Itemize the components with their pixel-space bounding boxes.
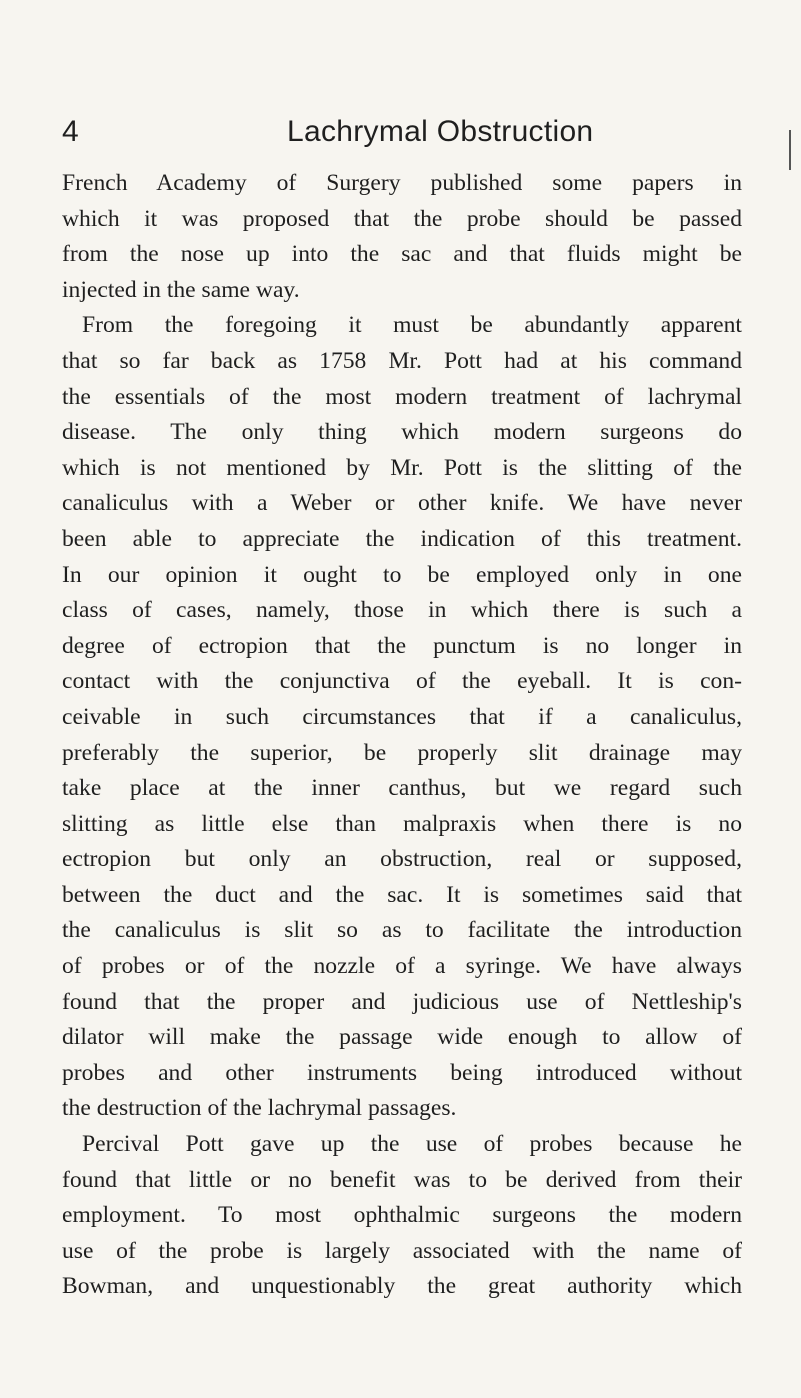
text-line: employment. To most ophthalmic surgeons the modern bbox=[62, 1202, 742, 1229]
page-number: 4 bbox=[62, 115, 79, 148]
text-line: found that little or no benefit was to be derived from their bbox=[62, 1166, 742, 1193]
text-line: between the duct and the sac. It is sometimes said that bbox=[62, 881, 742, 908]
body-text bbox=[62, 166, 742, 1305]
text-line: disease. The only thing which modern surgeons do bbox=[62, 419, 742, 446]
text-line: dilator will make the passage wide enough to allow of bbox=[62, 1024, 742, 1051]
text-line: Bowman, and unquestionably the great authority which bbox=[62, 1273, 742, 1300]
text-line: degree of ectropion that the punctum is no longer in bbox=[62, 632, 742, 659]
text-line: class of cases, namely, those in which there is such a bbox=[62, 597, 742, 624]
text-line: of probes or of the nozzle of a syringe. We have always bbox=[62, 953, 742, 980]
text-line: take place at the inner canthus, but we regard such bbox=[62, 775, 742, 802]
text-line: use of the probe is largely associated with the name of bbox=[62, 1237, 742, 1264]
text-line: Percival Pott gave up the use of probes because he bbox=[82, 1131, 742, 1158]
text-line: ectropion but only an obstruction, real or supposed, bbox=[62, 846, 742, 873]
text-line: probes and other instruments being introduced without bbox=[62, 1059, 742, 1086]
text-line: slitting as little else than malpraxis when there is no bbox=[62, 810, 742, 837]
text-line: been able to appreciate the indication of this treatment. bbox=[62, 525, 742, 552]
text-line: found that the proper and judicious use of Nettleship's bbox=[62, 988, 742, 1015]
text-line: which it was proposed that the probe should be passed bbox=[62, 205, 742, 232]
text-line: the destruction of the lachrymal passages. bbox=[62, 1095, 457, 1122]
text-line: contact with the conjunctiva of the eyeball. It is con- bbox=[62, 668, 742, 695]
text-line: the essentials of the most modern treatment of lachrymal bbox=[62, 383, 742, 410]
text-line: In our opinion it ought to be employed only in one bbox=[62, 561, 742, 588]
text-line: from the nose up into the sac and that fluids might be bbox=[62, 241, 742, 268]
text-line: French Academy of Surgery published some papers in bbox=[62, 170, 742, 196]
text-line: that so far back as 1758 Mr. Pott had at his command bbox=[62, 347, 742, 374]
text-line: preferably the superior, be properly slit drainage may bbox=[62, 739, 742, 766]
text-line: From the foregoing it must be abundantly apparent bbox=[82, 312, 742, 339]
text-line: canaliculus with a Weber or other knife. We have never bbox=[62, 490, 742, 517]
text-line: injected in the same way. bbox=[62, 276, 300, 303]
text-line: which is not mentioned by Mr. Pott is the slitting of the bbox=[62, 454, 742, 481]
running-title: Lachrymal Obstruction bbox=[287, 115, 594, 148]
margin-mark bbox=[789, 130, 791, 170]
text-line: the canaliculus is slit so as to facilitate the introduction bbox=[62, 917, 742, 944]
page-header bbox=[62, 112, 742, 156]
text-line: ceivable in such circumstances that if a canaliculus, bbox=[62, 703, 742, 730]
